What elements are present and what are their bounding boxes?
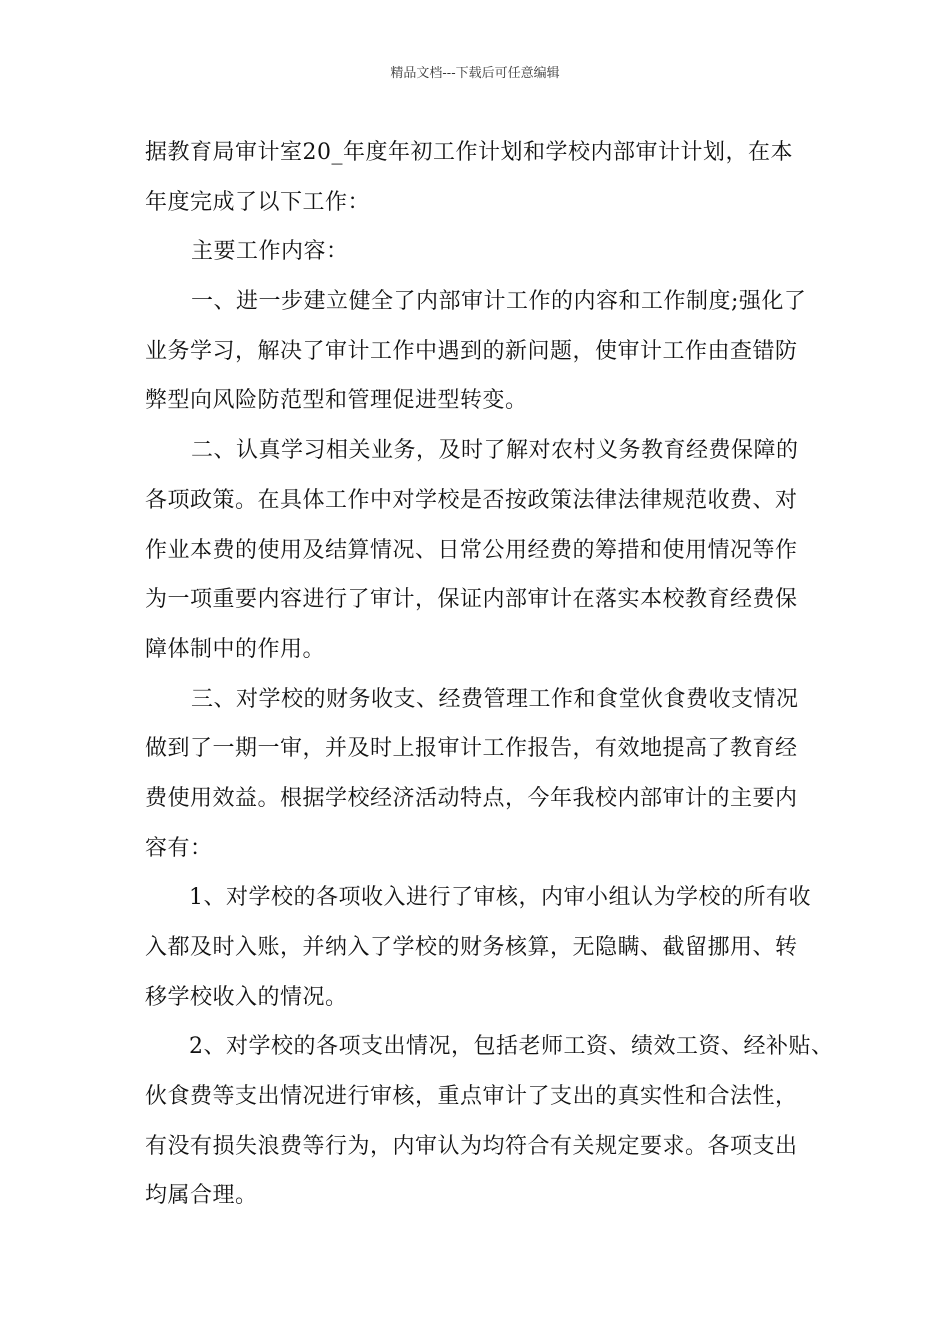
- document-body: [145, 128, 834, 1221]
- body-line: 一、进一步建立健全了内部审计工作的内容和工作制度;强化了: [191, 289, 807, 315]
- body-line: 伙食费等支出情况进行审核，重点审计了支出的真实性和合法性，: [145, 1084, 798, 1110]
- body-line: 据教育局审计室20_年度年初工作计划和学校内部审计计划，在本: [145, 140, 793, 165]
- body-line: 移学校收入的情况。: [145, 984, 348, 1010]
- page-header: 精品文档---下载后可任意编辑: [390, 66, 560, 81]
- body-line: 有没有损失浪费等行为，内审认为均符合有关规定要求。各项支出: [145, 1133, 798, 1159]
- body-line: 弊型向风险防范型和管理促进型转变。: [145, 388, 528, 414]
- body-line: 为一项重要内容进行了审计，保证内部审计在落实本校教育经费保: [145, 587, 798, 613]
- body-line: 业务学习，解决了审计工作中遇到的新问题，使审计工作由查错防: [145, 338, 798, 364]
- body-line: 二、认真学习相关业务，及时了解对农村义务教育经费保障的: [191, 438, 799, 464]
- body-line: 三、对学校的财务收支、经费管理工作和食堂伙食费收支情况: [191, 686, 799, 712]
- section-heading: 主要工作内容：: [191, 239, 349, 265]
- body-line: 2、对学校的各项支出情况，包括老师工资、绩效工资、经补贴、: [189, 1034, 834, 1060]
- body-line: 作业本费的使用及结算情况、日常公用经费的筹措和使用情况等作: [145, 537, 798, 563]
- body-line: 容有：: [145, 835, 213, 861]
- body-line: 入都及时入账，并纳入了学校的财务核算，无隐瞒、截留挪用、转: [145, 935, 798, 960]
- body-line: 1、对学校的各项收入进行了审核，内审小组认为学校的所有收: [189, 885, 811, 911]
- body-line: 做到了一期一审，并及时上报审计工作报告，有效地提高了教育经: [145, 736, 798, 762]
- body-line: 年度完成了以下工作：: [145, 189, 371, 215]
- body-line: 各项政策。在具体工作中对学校是否按政策法律法律规范收费、对: [145, 487, 798, 513]
- body-line: 障体制中的作用。: [145, 636, 326, 662]
- body-line: 费使用效益。根据学校经济活动特点，今年我校内部审计的主要内: [145, 785, 798, 811]
- body-line: 均属合理。: [145, 1183, 258, 1209]
